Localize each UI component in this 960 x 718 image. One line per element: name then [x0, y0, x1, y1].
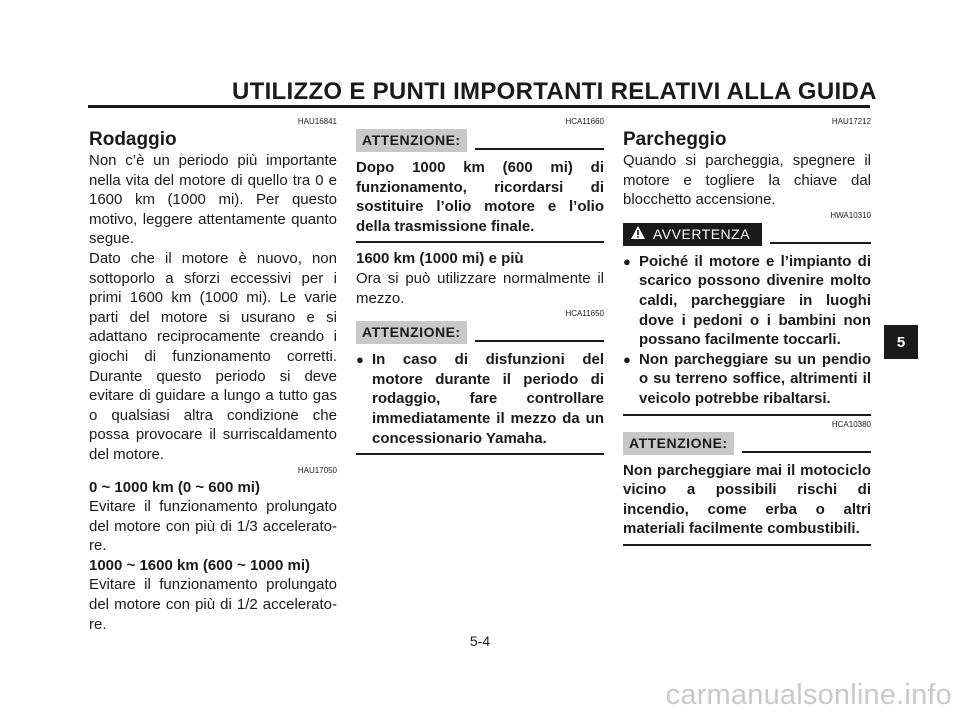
notice-label: ATTENZIONE: — [356, 321, 467, 344]
title-rule — [88, 105, 870, 108]
warning-rule — [770, 242, 871, 244]
notice-header — [356, 321, 604, 344]
paragraph: Quando si parcheggia, spegnere il motore e togliere la chiave dal blocchetto accensione. — [623, 152, 871, 209]
section-code: HAU17050 — [297, 465, 337, 475]
notice-label: ATTENZIONE: — [356, 129, 467, 152]
column-middle — [356, 116, 604, 455]
warning-label: AVVERTENZA — [653, 225, 751, 242]
bullet-item: ● Non parcheggiare su un pendio o su terreno soffice, altrimenti il veicolo potrebbe ribaltarsi. — [623, 350, 871, 409]
section-code: HCA11650 — [565, 309, 604, 319]
notice-end-rule — [356, 453, 604, 455]
notice-end-rule — [623, 544, 871, 546]
notice-bullets — [356, 350, 604, 448]
notice-header — [356, 129, 604, 152]
section-code: HCA10380 — [831, 419, 871, 429]
paragraph: Evitare il funzionamento prolungato del motore con più di 1/3 accelerato-re. — [89, 498, 337, 555]
section-code: HCA11660 — [565, 117, 604, 126]
subheading: 0 ~ 1000 km (0 ~ 600 mi) — [89, 478, 260, 496]
column-left — [89, 116, 337, 634]
notice-text: Non parcheggiare mai il motociclo vicino a possibili rischi di incendio, come erba o altri materiali facilmente combustibili. — [623, 461, 871, 538]
page-number: 5-4 — [469, 633, 491, 649]
section-code: HWA10310 — [830, 210, 871, 220]
paragraph: Evitare il funzionamento prolungato del motore con più di 1/2 accelerato-re. — [89, 576, 337, 633]
chapter-tab: 5 — [884, 325, 918, 359]
warning-badge — [623, 223, 762, 246]
notice-header — [623, 432, 871, 455]
notice-end-rule — [356, 241, 604, 243]
paragraph: Dato che il motore è nuovo, non sottoporlo a sforzi eccessivi per i primi 1600 km (1000 mi). Le varie parti del motore si usurano e si adattano reciprocamente creando i giochi di funzionamento corretti. Durante questo periodo si deve evitare di guidare a lungo a tutto gas o qualsiasi altra condizione che possa provocare il surriscaldamento del motore. — [89, 249, 337, 463]
paragraph: Non c’è un periodo più importante nella vita del motore di quello tra 0 e 1600 km (1000 mi). Per questo motivo, leggere attentamente quanto segue. — [89, 152, 337, 248]
watermark: carmanualsonline.info — [665, 679, 952, 711]
notice-rule — [475, 148, 604, 150]
section-code: HAU16841 — [297, 117, 337, 126]
notice-label: ATTENZIONE: — [623, 432, 734, 455]
warning-triangle-icon — [631, 226, 645, 243]
section-heading-rodaggio: Rodaggio — [89, 129, 177, 150]
notice-text: Dopo 1000 km (600 mi) di funzionamento, ricordarsi di sostituire l’olio motore e l’olio della trasmissione finale. — [356, 159, 604, 235]
bullet-item: ● Poiché il motore e l’impianto di scarico possono divenire molto caldi, parcheggiare in luoghi dove i pedoni o i bambini non possano facilmente toccarli. — [623, 252, 871, 350]
section-heading-parcheggio: Parcheggio — [623, 129, 727, 150]
section-code: HAU17212 — [831, 117, 871, 126]
warning-bullets — [623, 252, 871, 409]
column-right — [623, 116, 871, 546]
page-title: UTILIZZO E PUNTI IMPORTANTI RELATIVI ALLA GUIDA — [232, 78, 877, 105]
bullet-item: ● In caso di disfunzioni del motore durante il periodo di rodaggio, fare controllare immediatamente il mezzo da un concessionario Yamaha. — [356, 350, 604, 448]
paragraph: Ora si può utilizzare normalmente il mezzo. — [356, 269, 604, 307]
warning-end-rule — [623, 414, 871, 416]
subheading: 1600 km (1000 mi) e più — [356, 250, 524, 268]
subheading: 1000 ~ 1600 km (600 ~ 1000 mi) — [89, 556, 311, 574]
warning-header — [623, 223, 871, 246]
notice-rule — [475, 340, 604, 342]
notice-rule — [742, 451, 871, 453]
